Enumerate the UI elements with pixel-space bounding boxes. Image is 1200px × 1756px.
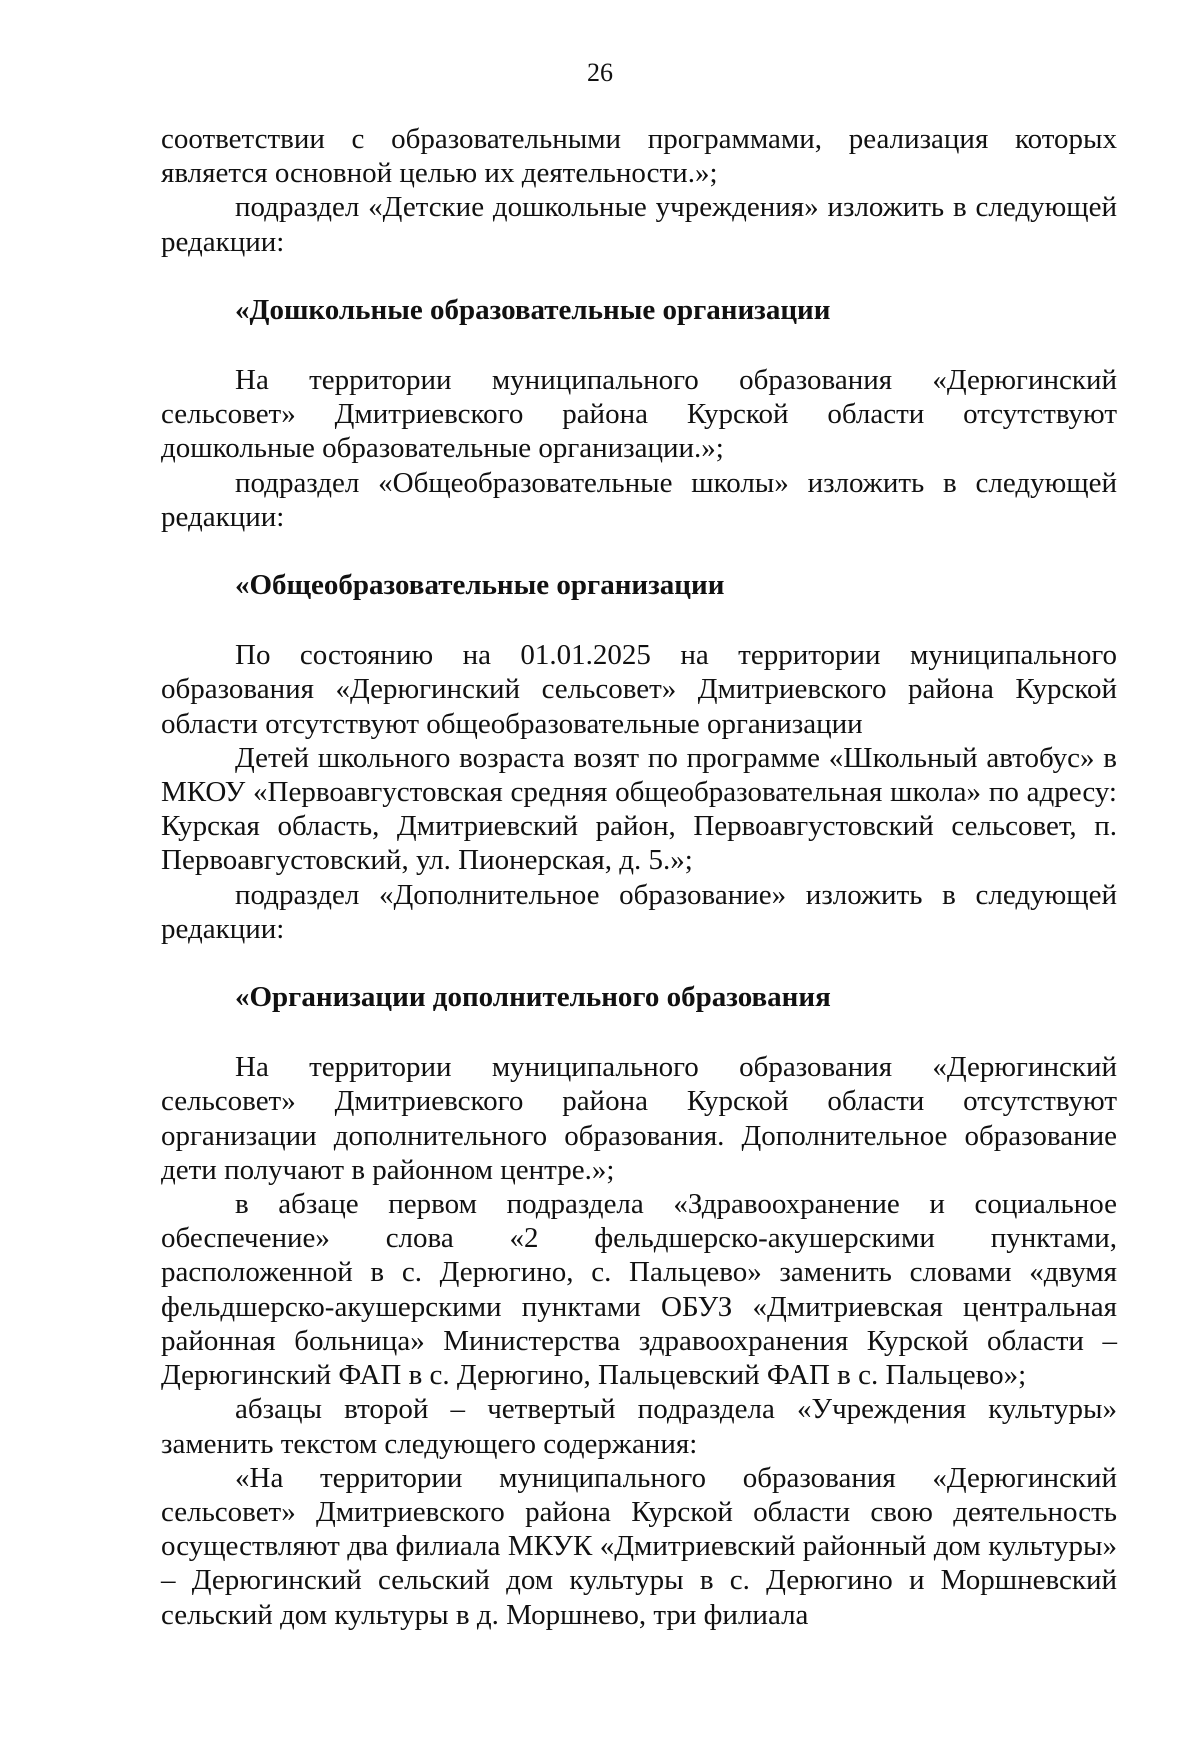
document-body <box>161 122 1117 1632</box>
heading-preschool-organizations: «Дошкольные образовательные организации <box>235 293 831 326</box>
paragraph-schools-subsection-instruction: подраздел «Общеобразовательные школы» изложить в следующей редакции: <box>161 466 1117 533</box>
heading-additional-education-organizations: «Организации дополнительного образования <box>235 981 831 1014</box>
paragraph-continuation: соответствии с образовательными программами, реализация которых является основной целью их деятельности.»; <box>161 123 1117 190</box>
spacer <box>161 259 1117 293</box>
paragraph-culture-amendment-instruction: абзацы второй – четвертый подраздела «Учреждения культуры» заменить текстом следующего содержания: <box>161 1393 1117 1460</box>
paragraph-general-education-absent: По состоянию на 01.01.2025 на территории муниципального образования «Дерюгинский сельсовет» Дмитриевского района Курской области отсутствуют общеобразовательные организации <box>161 639 1117 740</box>
paragraph-school-bus: Детей школьного возраста возят по программе «Школьный автобус» в МКОУ «Первоавгустовская средняя общеобразовательная школа» по адресу: Курская область, Дмитриевский район, Первоавгустовский сельсовет, п. Первоавгустовский, ул. Пионерская, д. 5.»; <box>161 741 1117 877</box>
paragraph-additional-education-absent: На территории муниципального образования «Дерюгинский сельсовет» Дмитриевского района Курской области отсутствуют организации дополнительного образования. Дополнительное образование дети получают в районном центре.»; <box>161 1051 1117 1186</box>
spacer <box>161 602 1117 638</box>
spacer <box>161 1014 1117 1050</box>
paragraph-additional-education-instruction: подраздел «Дополнительное образование» изложить в следующей редакции: <box>161 878 1117 945</box>
paragraph-healthcare-amendment: в абзаце первом подраздела «Здравоохранение и социальное обеспечение» слова «2 фельдшерско-акушерскими пунктами, расположенной в с. Дерюгино, с. Пальцево» заменить словами «двумя фельдшерско-акушерскими пунктами ОБУЗ «Дмитриевская центральная районная больница» Министерства здравоохранения Курской области – Дерюгинский ФАП в с. Дерюгино, Пальцевский ФАП в с. Пальцево»; <box>161 1188 1117 1392</box>
paragraph-preschool-absent: На территории муниципального образования «Дерюгинский сельсовет» Дмитриевского района Курской области отсутствуют дошкольные образовательные организации.»; <box>161 364 1117 465</box>
spacer <box>161 534 1117 568</box>
spacer <box>161 327 1117 363</box>
spacer <box>161 946 1117 980</box>
page-number: 26 <box>587 58 613 87</box>
paragraph-preschool-subsection-instruction: подраздел «Детские дошкольные учреждения» изложить в следующей редакции: <box>161 191 1117 258</box>
heading-general-education-organizations: «Общеобразовательные организации <box>235 569 725 602</box>
paragraph-culture-new-text: «На территории муниципального образования «Дерюгинский сельсовет» Дмитриевского района Курской области свою деятельность осуществляют два филиала МКУК «Дмитриевский районный дом культуры» – Дерюгинский сельский дом культуры в с. Дерюгино и Моршневский сельский дом культуры в д. Моршнево, три филиала <box>161 1461 1117 1631</box>
